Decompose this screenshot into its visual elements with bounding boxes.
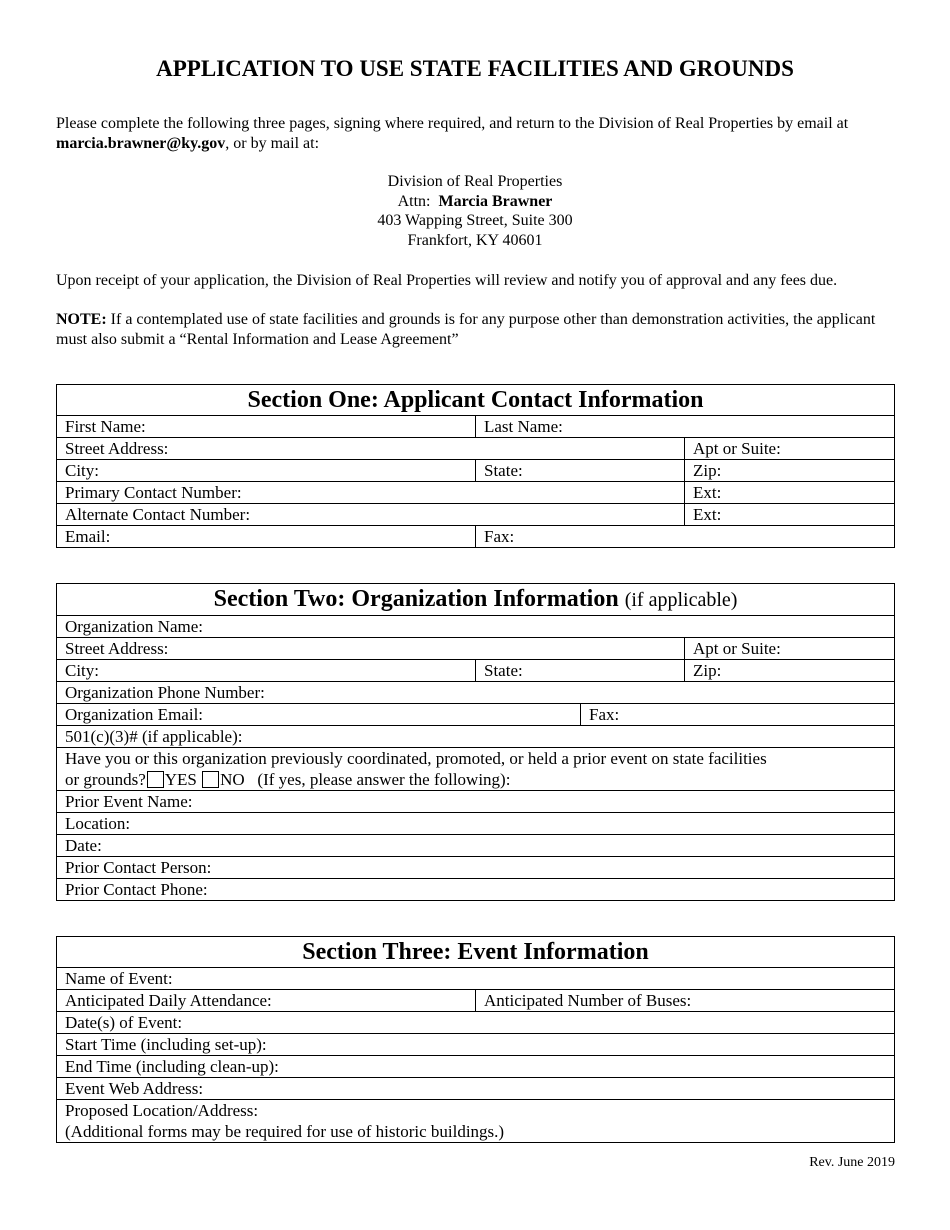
end-time-field[interactable]: End Time (including clean-up): [57, 1056, 895, 1078]
address-attn: Attn: Marcia Brawner [397, 192, 553, 210]
mailing-address [0, 172, 950, 250]
org-zip-field[interactable]: Zip: [685, 660, 895, 682]
org-street-address-field[interactable]: Street Address: [57, 638, 685, 660]
section-two-heading-note: (if applicable) [624, 589, 738, 611]
prior-contact-person-field[interactable]: Prior Contact Person: [57, 857, 895, 879]
prior-date-field[interactable]: Date: [57, 835, 895, 857]
primary-ext-field[interactable]: Ext: [685, 482, 895, 504]
intro-text-end: , or by mail at: [225, 135, 320, 152]
org-email-field[interactable]: Organization Email: [57, 704, 581, 726]
proposed-location-field[interactable] [57, 1100, 895, 1143]
org-phone-field[interactable]: Organization Phone Number: [57, 682, 895, 704]
event-name-field[interactable]: Name of Event: [57, 968, 895, 990]
receipt-note: Upon receipt of your application, the Division of Real Properties will review and notify you of approval and any fees due. [56, 272, 838, 289]
prior-contact-phone-field[interactable]: Prior Contact Phone: [57, 879, 895, 901]
section-one-table [56, 384, 895, 548]
alternate-contact-field[interactable]: Alternate Contact Number: [57, 504, 685, 526]
daily-attendance-field[interactable]: Anticipated Daily Attendance: [57, 990, 476, 1012]
yes-checkbox[interactable] [147, 771, 164, 788]
section-two-table [56, 583, 895, 901]
city-field[interactable]: City: [57, 460, 476, 482]
note-paragraph [56, 310, 896, 350]
alternate-ext-field[interactable]: Ext: [685, 504, 895, 526]
email-field[interactable]: Email: [57, 526, 476, 548]
state-field[interactable]: State: [476, 460, 685, 482]
prior-question-text: Have you or this organization previously coordinated, promoted, or held a prior event on state facilities [65, 749, 767, 768]
historic-buildings-note: (Additional forms may be required for use of historic buildings.) [65, 1122, 505, 1141]
prior-event-question [57, 748, 895, 791]
org-city-field[interactable]: City: [57, 660, 476, 682]
event-web-address-field[interactable]: Event Web Address: [57, 1078, 895, 1100]
event-dates-field[interactable]: Date(s) of Event: [57, 1012, 895, 1034]
no-checkbox[interactable] [202, 771, 219, 788]
note-label: NOTE: [56, 311, 107, 328]
intro-paragraph [56, 114, 896, 154]
org-apt-suite-field[interactable]: Apt or Suite: [685, 638, 895, 660]
section-three-table [56, 936, 895, 1143]
contact-email[interactable]: marcia.brawner@ky.gov [56, 135, 226, 152]
first-name-field[interactable]: First Name: [57, 416, 476, 438]
page-title: APPLICATION TO USE STATE FACILITIES AND GROUNDS [156, 56, 794, 81]
address-line-3: 403 Wapping Street, Suite 300 [377, 212, 573, 229]
organization-name-field[interactable]: Organization Name: [57, 616, 895, 638]
apt-suite-field[interactable]: Apt or Suite: [685, 438, 895, 460]
org-fax-field[interactable]: Fax: [581, 704, 895, 726]
address-line-1: Division of Real Properties [387, 173, 563, 190]
attn-name: Marcia Brawner [438, 192, 553, 210]
address-line-4: Frankfort, KY 40601 [407, 231, 543, 249]
section-three-heading: Section Three: Event Information [57, 937, 895, 968]
org-state-field[interactable]: State: [476, 660, 685, 682]
intro-text: Please complete the following three pages, signing where required, and return to the Division of Real Properties by email at [56, 115, 849, 132]
section-two-heading: Section Two: Organization Information (if applicable) [57, 584, 895, 616]
prior-event-name-field[interactable]: Prior Event Name: [57, 791, 895, 813]
prior-question-line-2: or grounds? YES NO (If yes, please answer the following): [65, 770, 511, 789]
primary-contact-field[interactable]: Primary Contact Number: [57, 482, 685, 504]
fax-field[interactable]: Fax: [476, 526, 895, 548]
tax-id-field[interactable]: 501(c)(3)# (if applicable): [57, 726, 895, 748]
last-name-field[interactable]: Last Name: [476, 416, 895, 438]
note-text: If a contemplated use of state facilities and grounds is for any purpose other than demonstration activities, the applicant must also submit a “Rental Information and Lease Agreement” [56, 311, 876, 348]
street-address-field[interactable]: Street Address: [57, 438, 685, 460]
no-label: NO [220, 770, 245, 789]
proposed-location-label: Proposed Location/Address: [65, 1101, 259, 1120]
if-yes-instructions: (If yes, please answer the following): [257, 770, 511, 789]
yes-label: YES [164, 770, 197, 789]
prior-location-field[interactable]: Location: [57, 813, 895, 835]
zip-field[interactable]: Zip: [685, 460, 895, 482]
number-of-buses-field[interactable]: Anticipated Number of Buses: [476, 990, 895, 1012]
start-time-field[interactable]: Start Time (including set-up): [57, 1034, 895, 1056]
revision-date: Rev. June 2019 [809, 1155, 895, 1170]
section-one-heading: Section One: Applicant Contact Information [57, 385, 895, 416]
